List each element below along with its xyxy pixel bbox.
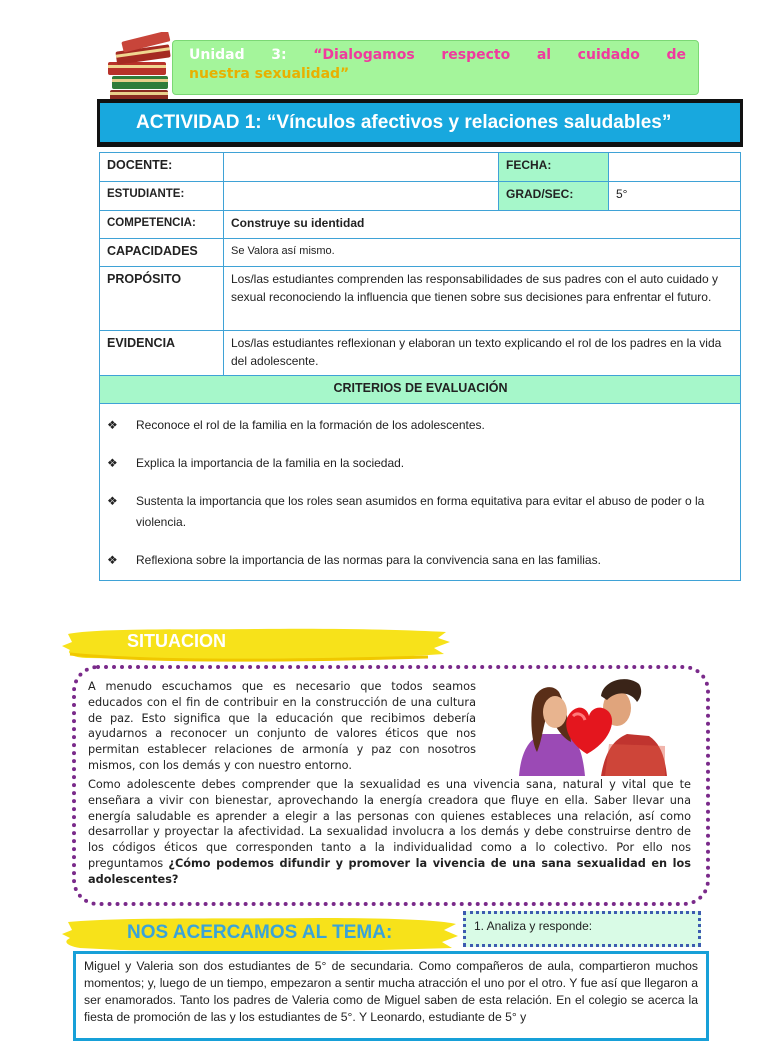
activity-title: ACTIVIDAD 1: “Vínculos afectivos y relaciones saludables” <box>97 99 743 147</box>
couple-heart-photo <box>509 672 667 776</box>
fecha-label: FECHA: <box>499 153 609 182</box>
list-item <box>107 453 734 474</box>
criterio-text: Reconoce el rol de la familia en la formación de los adolescentes. <box>136 418 485 432</box>
fecha-field[interactable] <box>609 153 741 182</box>
capacidades-value: Se Valora así mismo. <box>224 239 741 267</box>
proposito-value: Los/las estudiantes comprenden las responsabilidades de sus padres con el auto cuidado y sexual reconociendo la influencia que tienen sobre sus decisiones para enfrentar el futuro. <box>224 267 741 331</box>
diamond-bullet-icon: ❖ <box>107 456 118 470</box>
analiza-box: 1. Analiza y responde: <box>463 911 701 947</box>
diamond-bullet-icon: ❖ <box>107 418 118 432</box>
criterio-text: Explica la importancia de la familia en la sociedad. <box>136 456 405 470</box>
situacion-paragraph-2-text: Como adolescente debes comprender que la sexualidad es una vivencia sana, natural y vital que te enseñara a vivir con bienestar, aprovechando la energía creadora que fluye en ella. Saber llevar una energía saludable es aprender a elegir a las personas con quienes estableces una relación, así como desarrollar y proyectar la afectividad. La sexualidad involucra a los demás y debe construirse dentro de los códigos éticos que corresponden tanto a la individualidad como a lo colectivo. Por ello nos preguntamos <box>88 778 691 870</box>
criterios-list <box>107 407 734 577</box>
brush-stroke-situacion <box>58 624 452 664</box>
list-item <box>107 415 734 436</box>
unit-title: “Dialogamos respecto al cuidado de <box>313 47 686 63</box>
docente-label: DOCENTE: <box>100 153 224 182</box>
list-item <box>107 550 734 571</box>
docente-field[interactable] <box>224 153 499 182</box>
criterios-cell <box>100 404 741 581</box>
story-box: Miguel y Valeria son dos estudiantes de 5° de secundaria. Como compañeros de aula, compartieron muchos momentos; y, luego de un tiempo, empezaron a sentir mucha atracción el uno por el otro. Y fue así que llegaron a ser enamorados. Tanto los padres de Valeria como de Miguel saben de esta relación. En el colegio se acerca la fiesta de promoción de las y los estudiantes de 5°. Y Leonardo, estudiante de 5° y <box>73 951 709 1041</box>
situacion-paragraph-2 <box>88 777 691 888</box>
acercamos-title: NOS ACERCAMOS AL TEMA: <box>127 922 393 943</box>
situacion-paragraph-1: A menudo escuchamos que es necesario que todos seamos educados con el fin de contribuir en la construcción de una cultura de paz. Esto significa que la educación que recibimos debería ayudarnos a reconocer un conjunto de valores éticos que nos permitan establecer relaciones de armonía y paz con nosotros mismos, con los demás y con nuestro entorno. <box>88 680 476 772</box>
evidencia-label: EVIDENCIA <box>100 331 224 376</box>
criterio-text: Sustenta la importancia que los roles sean asumidos en forma equitativa para evitar el abuso de poder o la violencia. <box>136 494 705 529</box>
unit-label: Unidad 3: <box>189 47 287 63</box>
situacion-question: ¿Cómo podemos difundir y promover la vivencia de una sana sexualidad en los adolescentes? <box>88 856 691 886</box>
situacion-title: SITUACION <box>127 631 226 651</box>
estudiante-field[interactable] <box>224 182 499 211</box>
competencia-label: COMPETENCIA: <box>100 211 224 239</box>
unit-title-continued: nuestra sexualidad” <box>189 66 350 82</box>
proposito-label: PROPÓSITO <box>100 267 224 331</box>
capacidades-label: CAPACIDADES <box>100 239 224 267</box>
diamond-bullet-icon: ❖ <box>107 494 118 508</box>
criterio-text: Reflexiona sobre la importancia de las normas para la convivencia sana en las familias. <box>136 553 601 567</box>
grado-label: GRAD/SEC: <box>499 182 609 211</box>
grado-field[interactable]: 5° <box>609 182 741 211</box>
list-item <box>107 491 734 533</box>
evidencia-value: Los/las estudiantes reflexionan y elaboran un texto explicando el rol de los padres en la vida del adolescente. <box>224 331 741 376</box>
unit-banner <box>172 40 699 95</box>
books-icon <box>104 32 176 106</box>
criterios-title: CRITERIOS DE EVALUACIÓN <box>100 376 741 404</box>
estudiante-label: ESTUDIANTE: <box>100 182 224 211</box>
competencia-value: Construye su identidad <box>224 211 741 239</box>
info-table <box>99 152 741 581</box>
diamond-bullet-icon: ❖ <box>107 553 118 567</box>
